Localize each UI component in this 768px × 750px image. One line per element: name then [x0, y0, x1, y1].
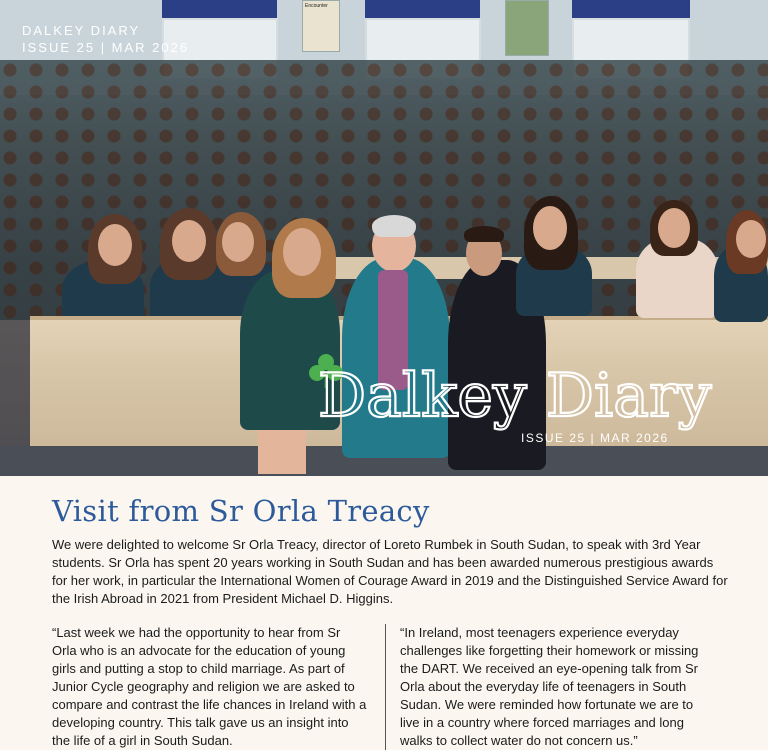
wall-poster	[302, 0, 340, 52]
quote-right: “In Ireland, most teenagers experience everyday challenges like forgetting their homework or missing the DART. We received an eye-opening talk from Sr Orla about the everyday life of teenagers in South Sudan. We were reminded how fortunate we are to live in a country where forced marriages and long walks to collect water do not concern us.”	[385, 624, 715, 750]
teacher-hair	[464, 226, 504, 242]
student-face	[533, 206, 567, 250]
wall-poster-map	[505, 0, 549, 56]
masthead-title-small: DALKEY DIARY	[22, 23, 141, 38]
window-blind	[572, 0, 690, 18]
masthead-small	[22, 22, 189, 56]
poster-text: Encounter	[305, 3, 328, 9]
issue-label: ISSUE 25 | MAR 2026	[521, 431, 669, 445]
student-face	[222, 222, 254, 262]
article-intro: We were delighted to welcome Sr Orla Treacy, director of Loreto Rumbek in South Sudan, to speak with 3rd Year students. Sr Orla has spent 20 years working in South Sudan and has been awarded numerous prestigious awards for her work, in particular the International Women of Courage Award in 2019 and the Distinguished Service Award for the Irish Abroad in 2021 from President Michael D. Higgins.	[52, 537, 728, 606]
student-face	[736, 220, 766, 258]
student-face	[172, 220, 206, 262]
sr-orla-hair	[372, 215, 416, 237]
window-blind	[162, 0, 277, 18]
window-blind	[365, 0, 480, 18]
article-title: Visit from Sr Orla Treacy	[52, 494, 430, 528]
masthead-issue-small: ISSUE 25 | MAR 2026	[22, 40, 190, 55]
student-face	[283, 228, 321, 276]
student-legs	[258, 430, 306, 474]
student-face	[658, 208, 690, 248]
article	[0, 476, 768, 750]
quote-left: “Last week we had the opportunity to hear from Sr Orla who is an advocate for the education of young girls and putting a stop to child marriage. As part of Junior Cycle geography and religion we are asked to compare and contrast the life chances in Ireland with a developing country. This talk gave us an insight into the life of a girl in South Sudan.	[52, 625, 367, 748]
student-face	[98, 224, 132, 266]
quote-columns	[52, 624, 728, 750]
logo-text: Dalkey Diary	[318, 361, 712, 431]
